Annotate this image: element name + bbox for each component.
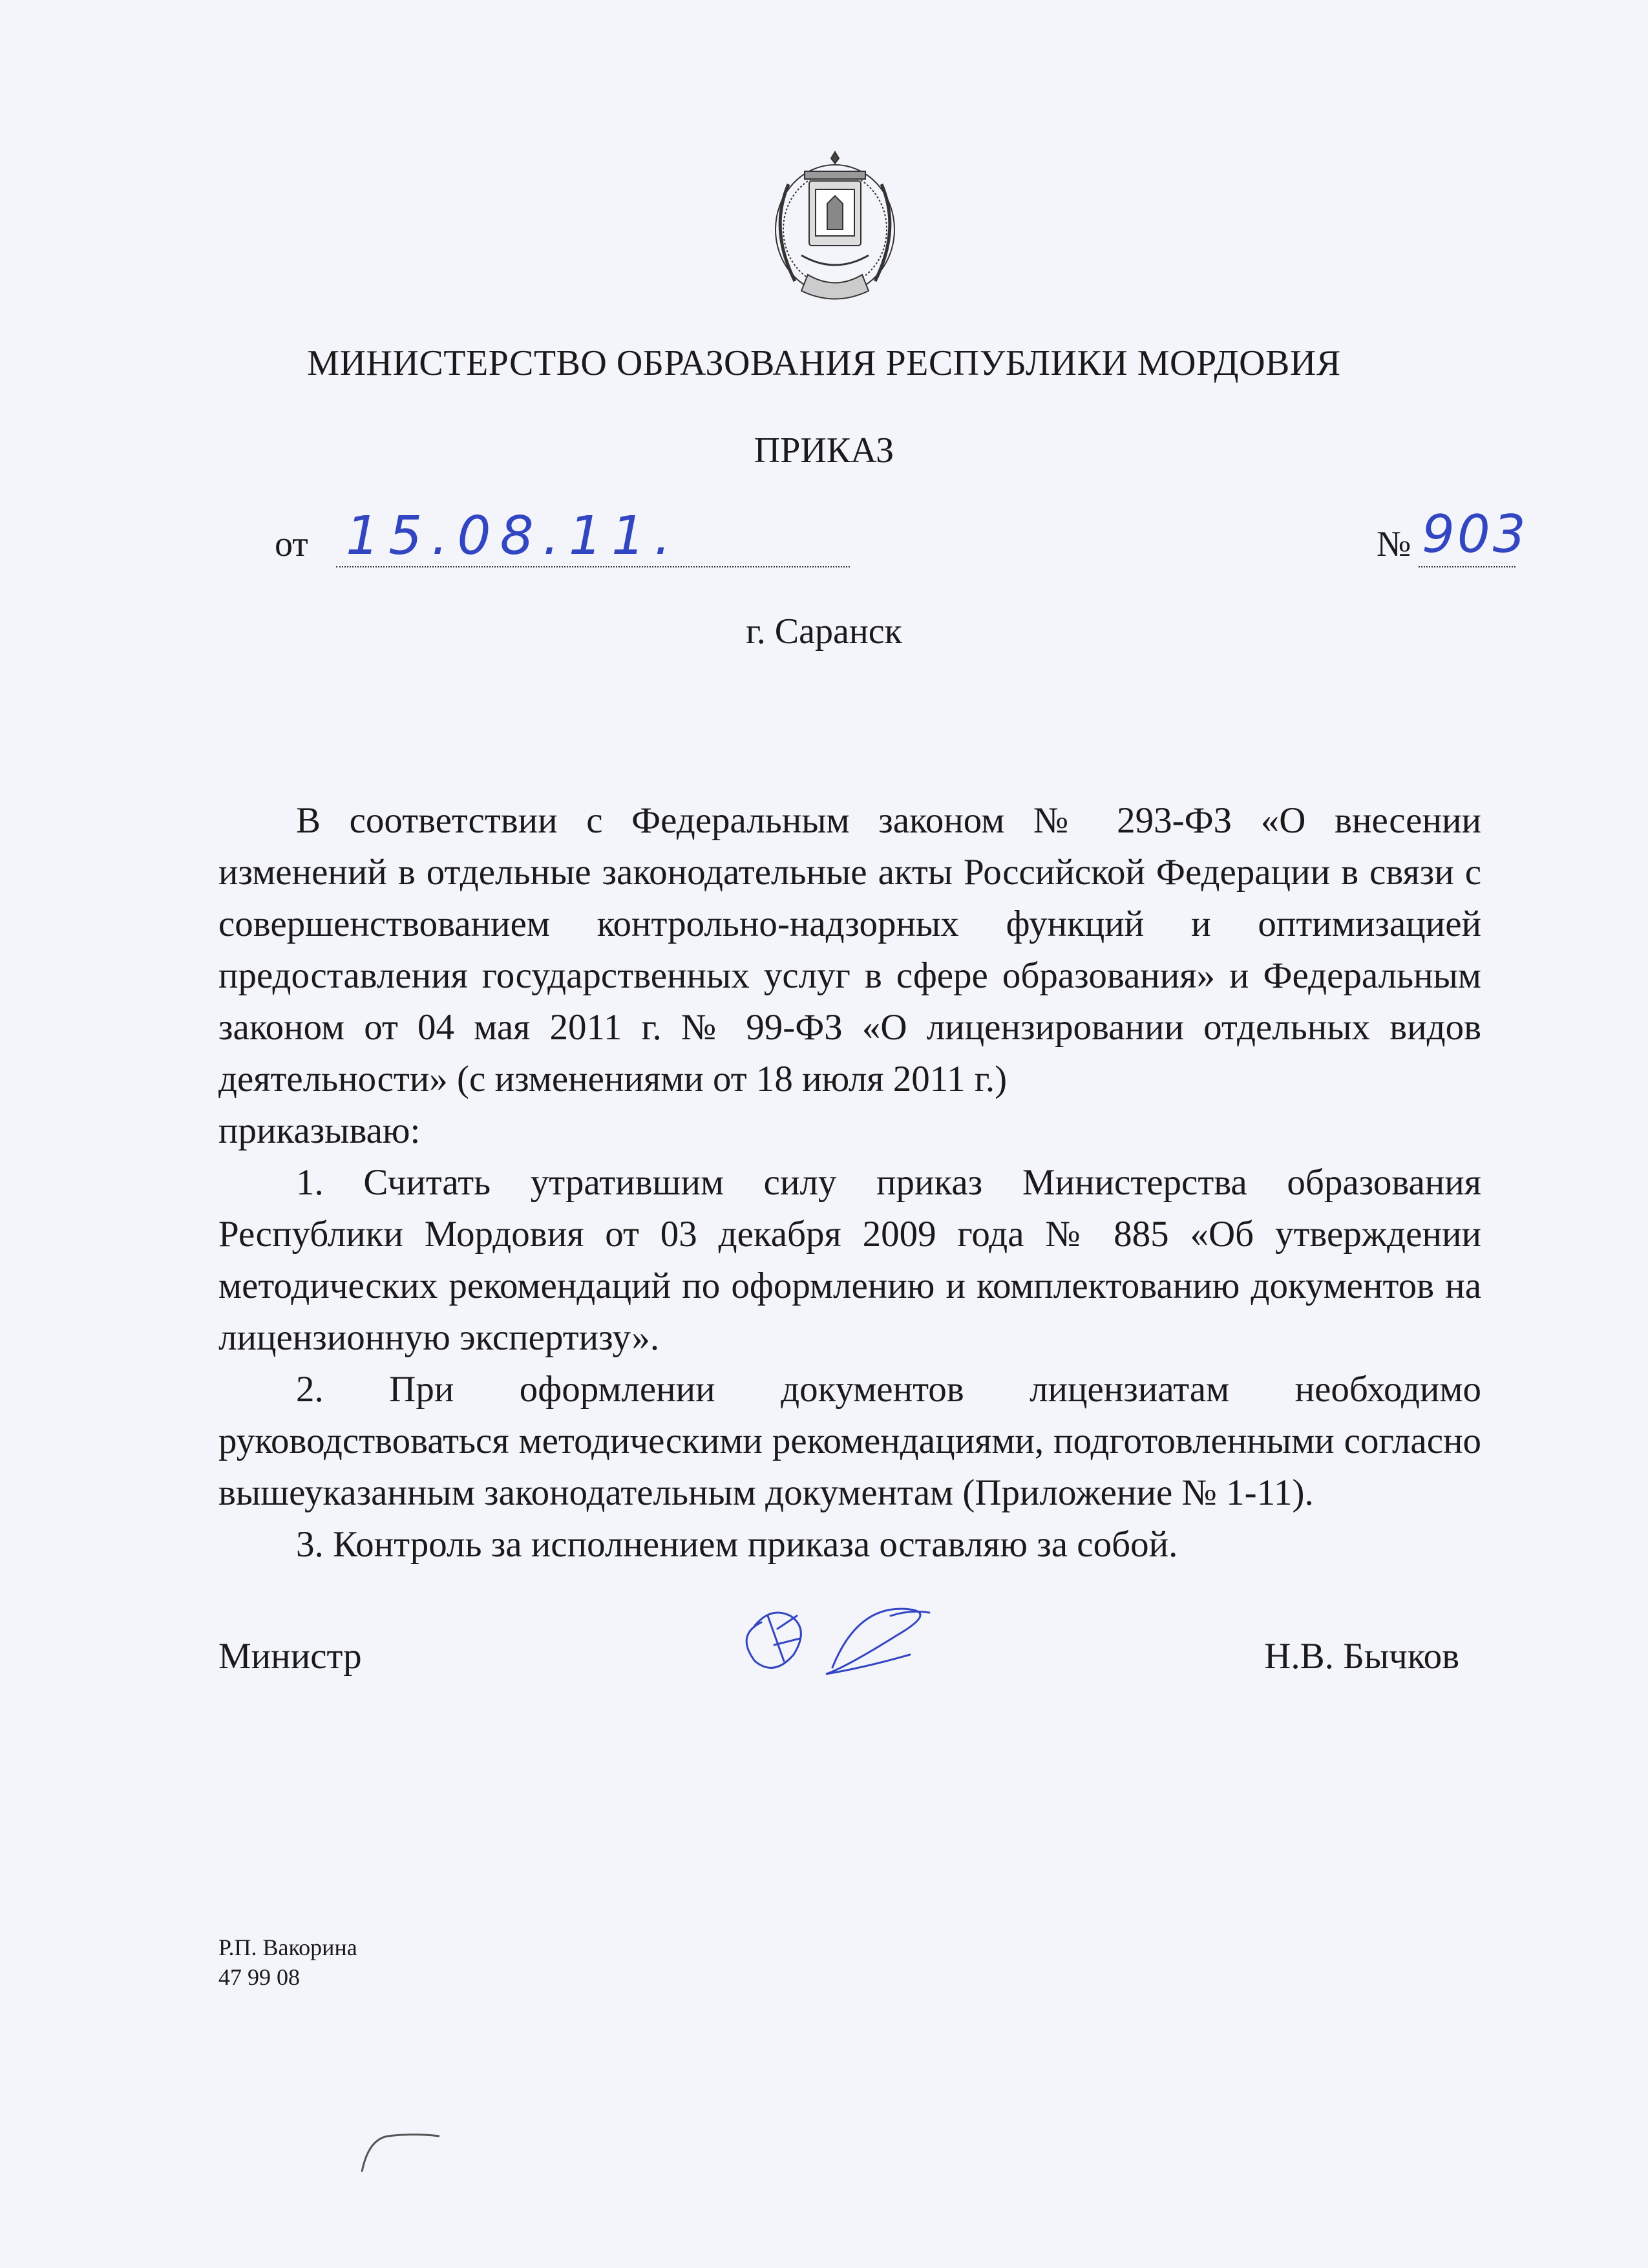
order-item-1: 1. Считать утратившим силу приказ Министерства образования Республики Мордовия от 03 декабря 2009 года № 885 «Об утверждении методических рекомендаций по оформлению и комплектованию документов на лицензионную экспертизу». bbox=[218, 1162, 1481, 1358]
handwritten-signature bbox=[723, 1590, 994, 1687]
signer-title: Министр bbox=[218, 1636, 362, 1677]
handwritten-date: 15.08.11. bbox=[346, 505, 681, 567]
date-prefix: от bbox=[275, 524, 308, 564]
city-line: г. Саранск bbox=[746, 611, 902, 652]
organization-name: МИНИСТЕРСТВО ОБРАЗОВАНИЯ РЕСПУБЛИКИ МОРДОВИЯ bbox=[307, 343, 1341, 383]
executor-name: Р.П. Вакорина bbox=[218, 1934, 357, 1960]
order-item-2: 2. При оформлении документов лицензиатам необходимо руководствоваться методическими рекомендациями, подготовленными согласно вышеуказанным законодательным документам (Приложение № 1-11). bbox=[218, 1369, 1481, 1513]
signer-name: Н.В. Бычков bbox=[1264, 1636, 1459, 1677]
preamble-paragraph: В соответствии с Федеральным законом № 293-ФЗ «О внесении изменений в отдельные законодательные акты Российской Федерации в связи с совершенствованием контрольно-надзорных функций и оптимизацией предоставления государственных услуг в сфере образования» и Федеральным законом от 04 мая 2011 г. № 99-ФЗ «О лицензировании отдельных видов деятельности» (с изменениями от 18 июля 2011 г.) bbox=[218, 800, 1481, 1099]
date-number-row bbox=[275, 504, 1528, 582]
number-prefix: № bbox=[1377, 524, 1411, 564]
number-underline bbox=[1419, 566, 1516, 567]
pen-mark bbox=[349, 2120, 452, 2185]
order-item-3: 3. Контроль за исполнением приказа оставляю за собой. bbox=[296, 1524, 1178, 1565]
coat-of-arms-emblem bbox=[763, 145, 908, 313]
order-word: приказываю: bbox=[218, 1110, 421, 1151]
document-type: ПРИКАЗ bbox=[754, 430, 894, 471]
signature-block bbox=[218, 1609, 1459, 1739]
executor-phone: 47 99 08 bbox=[218, 1964, 300, 1990]
executor-info bbox=[218, 1933, 357, 1992]
date-underline bbox=[336, 566, 850, 567]
order-body bbox=[218, 795, 1481, 1571]
handwritten-number: 903 bbox=[1422, 504, 1528, 564]
